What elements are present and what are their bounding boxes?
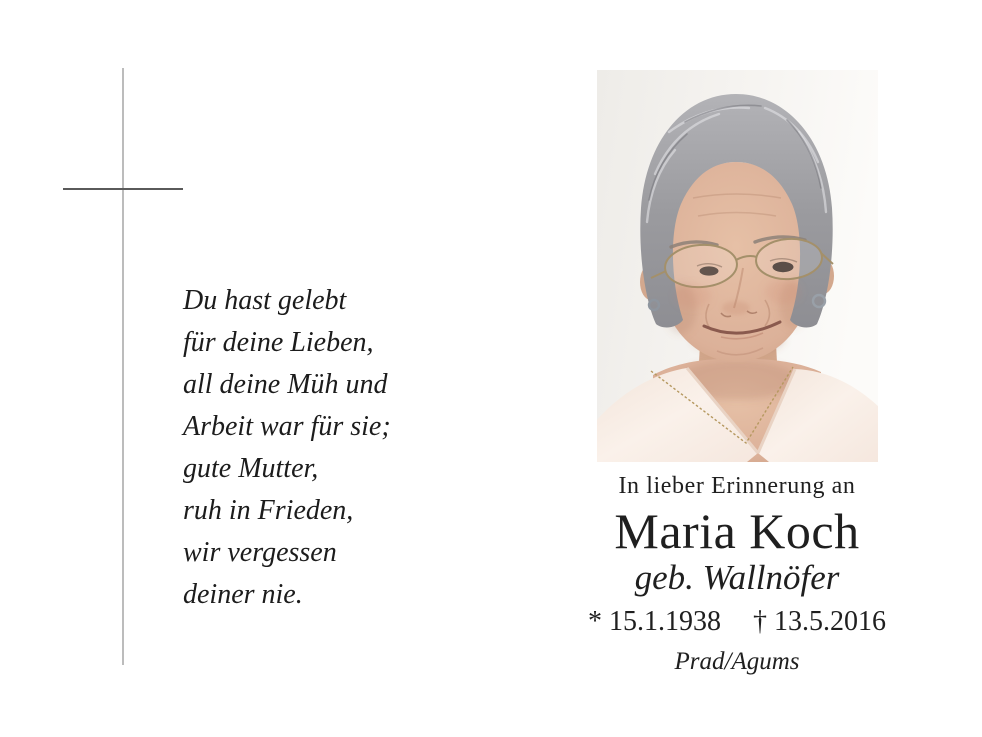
maiden-name: geb. Wallnöfer	[634, 558, 840, 597]
poem-line: deiner nie.	[183, 579, 303, 610]
poem-line: wir vergessen	[183, 537, 337, 568]
life-dates	[552, 605, 922, 639]
portrait-photo	[597, 70, 878, 462]
poem-line: gute Mutter,	[183, 453, 319, 484]
poem-line: Du hast gelebt	[183, 285, 347, 316]
poem	[183, 280, 391, 616]
poem-line: Arbeit war für sie;	[183, 411, 391, 442]
memorial-intro: In lieber Erinnerung an	[618, 473, 856, 499]
cross-horizontal-line	[63, 188, 183, 190]
death-date: † 13.5.2016	[753, 606, 886, 637]
deceased-name: Maria Koch	[614, 503, 860, 559]
poem-line: ruh in Frieden,	[183, 495, 354, 526]
poem-line: für deine Lieben,	[183, 327, 374, 358]
cross-vertical-line	[122, 68, 124, 665]
poem-line: all deine Müh und	[183, 369, 388, 400]
origin-place: Prad/Agums	[674, 648, 800, 675]
birth-date: * 15.1.1938	[588, 606, 721, 637]
